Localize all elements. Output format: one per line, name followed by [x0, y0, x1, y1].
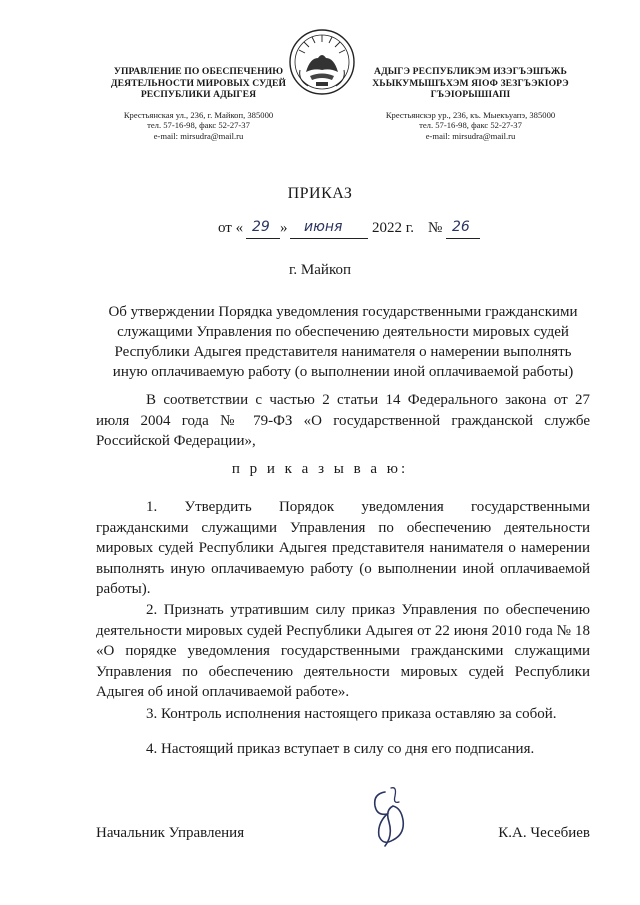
date-number-line [218, 220, 498, 244]
date-prefix: от « [218, 220, 244, 236]
coat-of-arms-adygea-icon [288, 28, 356, 96]
date-day: 29 [252, 219, 270, 235]
preamble: В соответствии с частью 2 статьи 14 Федерального закона от 27 июля 2004 года № 79-ФЗ «О государственной гражданской службе Российской Федерации», [96, 392, 590, 449]
org-name-adyghe: АДЫГЭ РЕСПУБЛИКЭМ ИЗЭГЪЭШЪЖЬ ХЬЫКУМЫШЪХЭМ ЯIОФ ЗЕЗГЪЭКIОРЭ ГЪЭIОРЫШIАПI [372, 66, 569, 100]
number-underline [446, 238, 480, 239]
city: г. Майкоп [288, 262, 352, 278]
address-adyghe: Крестьянскэр ур., 236, къ. Мыекъуапэ, 385000 тел. 57-16-98, факс 52-27-37 e-mail: mirsudra@mail.ru [385, 109, 556, 141]
address-russian: Крестьянская ул., 236, г. Майкоп, 385000 тел. 57-16-98, факс 52-27-37 e-mail: mirsudra@mail.ru [123, 109, 274, 141]
document-title: ПРИКАЗ [287, 185, 353, 202]
order-item-4: 4. Настоящий приказ вступает в силу со дня его подписания. [146, 741, 535, 757]
date-quote-close: » [280, 220, 288, 236]
order-subject: Об утверждении Порядка уведомления государственными гражданскими служащими Управления по обеспечению деятельности мировых судей Республики Адыгея представителя нанимателя о намерении выполнять иную оплачиваемую работу (о выполнении иной оплачиваемой работы) [108, 304, 578, 380]
number-label: № [428, 220, 443, 236]
date-month: июня [304, 219, 343, 235]
signer-role: Начальник Управления [96, 825, 245, 841]
order-item-1: 1. Утвердить Порядок уведомления государственными гражданскими служащими Управления по обеспечению деятельности мировых судей Республики Адыгея представителя нанимателя о намерении выполнять иную оплачиваемую работу (о выполнении иной оплачиваемой работы). [96, 499, 590, 597]
handwritten-signature-icon [355, 784, 435, 854]
date-year: 2022 г. [372, 220, 414, 236]
date-day-underline [246, 238, 280, 239]
org-name-russian: УПРАВЛЕНИЕ ПО ОБЕСПЕЧЕНИЮ ДЕЯТЕЛЬНОСТИ МИРОВЫХ СУДЕЙ РЕСПУБЛИКИ АДЫГЕЯ [110, 66, 287, 100]
order-number: 26 [452, 219, 470, 235]
order-item-2: 2. Признать утратившим силу приказ Управления по обеспечению деятельности мировых судей Республики Адыгея от 22 июня 2010 года № 18 «О порядке уведомления государственными гражданскими служащими Управления по обеспечению деятельности мировых судей Республики Адыгея об иной оплачиваемой работе». [96, 602, 590, 700]
date-month-underline [290, 238, 368, 239]
signer-name: К.А. Чесебиев [498, 825, 590, 841]
header-left [96, 66, 301, 141]
header-right [368, 66, 573, 141]
order-item-3: 3. Контроль исполнения настоящего приказа оставляю за собой. [146, 706, 557, 722]
order-word: п р и к а з ы в а ю: [231, 461, 409, 477]
